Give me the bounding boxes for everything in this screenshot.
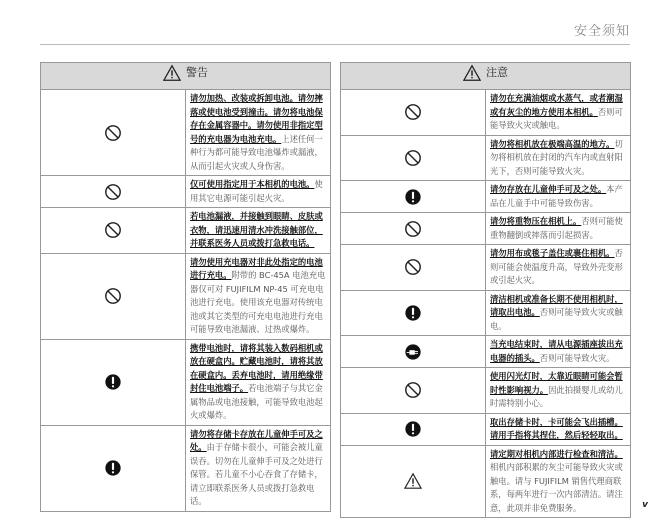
warning-icon-cell [41,425,186,511]
caution-icon-cell [341,413,486,445]
caution-body-text: 否则可能导致火灾或触电。 [490,106,623,130]
page-header-title: 安全须知 [573,24,630,39]
caution-text-cell [486,135,631,181]
caution-body-text: 因此拍摄婴儿或幼儿时需特别小心。 [490,384,623,408]
mandatory-action-icon [404,188,422,206]
warning-text-cell [186,425,331,511]
caution-header-label: 注意 [486,66,508,79]
caution-icon-cell [341,368,486,414]
caution-row [341,413,631,445]
warning-body-text: 使用其它电源可能引起火灾。 [190,179,323,203]
caution-row [341,368,631,414]
caution-text-cell [486,290,631,336]
caution-icon-cell [341,181,486,213]
prohibited-icon [404,381,422,399]
warning-text-cell [186,90,331,176]
warning-body-text: 附带的 BC-45A 电池充电器仅可对 FUJIFILM NP-45 可充电电池进行充电。使用该充电器对传统电池或其它类型的可充电电池进行充电可能导致电池漏液、过热或爆炸。 [190,270,326,334]
warning-row [41,253,331,339]
caution-emphasis-text: 请勿存放在儿童伸手可及之处。 [490,184,607,194]
caution-emphasis-text: 请勿将重物压在相机上。 [490,216,582,226]
caution-text-cell [486,336,631,368]
warning-row [41,90,331,176]
unplug-plug-icon [404,343,422,361]
caution-emphasis-text: 请勿将相机放在极端高温的地方。 [490,138,615,149]
warning-text-cell [186,253,331,339]
warning-emphasis-text: 携带电池时，请将其装入数码相机或放在硬盒内。贮藏电池时，请将其放在硬盒内。丢弃电池时，请用绝缘带封住电池端子。 [190,342,323,393]
warning-text-cell [186,208,331,254]
caution-row [341,213,631,245]
warning-emphasis-text: 若电池漏液，并接触到眼睛、皮肤或衣物，请迅速用清水冲洗接触部位，并联系医务人员或拨打急救电话。 [190,211,323,248]
caution-triangle-icon [404,472,422,490]
warning-table [40,62,331,512]
prohibited-icon [104,124,122,142]
mandatory-action-icon [104,459,122,477]
caution-icon-cell [341,135,486,181]
warning-icon-cell [41,253,186,339]
caution-text-cell [486,181,631,213]
caution-row [341,135,631,181]
caution-row [341,90,631,136]
caution-text-cell [486,245,631,291]
mandatory-action-icon [104,373,122,391]
prohibited-icon [404,149,422,167]
caution-text-cell [486,213,631,245]
warning-body-text: 上述任何一种行为都可能导致电池爆炸或漏液，从而引起火灾或人身伤害。 [190,133,323,171]
caution-row [341,245,631,291]
caution-table [340,62,631,518]
caution-emphasis-text: 取出存储卡时，卡可能会飞出插槽。请用手指将其捏住，然后轻轻取出。 [490,416,623,440]
caution-row [341,336,631,368]
caution-body-text: 相机内部积累的灰尘可能导致火灾或触电。请与 FUJIFILM 销售代理商联系，每两年进行一次内部清洁。请注意，此项并非免费服务。 [490,462,623,513]
prohibited-icon [404,103,422,121]
caution-icon-cell [341,213,486,245]
caution-icon-cell [341,445,486,518]
caution-triangle-icon [463,64,481,82]
warning-icon-cell [41,208,186,254]
caution-icon-cell [341,245,486,291]
caution-icon-cell [341,90,486,136]
caution-emphasis-text: 当充电结束时，请从电源插座拔出充电器的插头。 [490,339,623,363]
caution-emphasis-text: 清洁相机或准备长期不使用相机时，请取出电池。 [490,293,623,317]
caution-row [341,290,631,336]
mandatory-action-icon [404,420,422,438]
caution-body-text: 否则可能导致火灾或触电。 [490,307,623,331]
warning-row [41,208,331,254]
caution-emphasis-text: 请勿用布或毯子盖住或裹住相机。 [490,248,615,258]
warning-icon-cell [41,90,186,176]
caution-body-text: 切勿将相机放在封闭的汽车内或直射阳光下，否则可能导致火灾。 [490,138,623,176]
warning-body-text: 由于存储卡很小，可能会被儿童误吞。切勿在儿童伸手可及之处进行保管。若儿童不小心吞食了存储卡，请立即联系医务人员或拨打急救电话。 [190,442,323,506]
warning-row [41,425,331,511]
warning-body-text: 若电池端子与其它金属物品或电池接触，可能导致电池起火或爆炸。 [190,383,323,420]
prohibited-icon [104,287,122,305]
caution-body-text: 否则可能导致火灾。 [539,352,615,363]
caution-row [341,181,631,213]
caution-emphasis-text: 使用闪光灯时，太靠近眼睛可能会暂时性影响视力。 [490,371,623,395]
warning-text-cell [186,176,331,208]
caution-text-cell [486,413,631,445]
caution-body-text: 本产品在儿童手中可能导致伤害。 [490,184,623,208]
warning-icon-cell [41,176,186,208]
caution-text-cell [486,90,631,136]
prohibited-icon [104,221,122,239]
warning-emphasis-text: 仅可使用指定用于本相机的电池。 [190,179,315,189]
caution-emphasis-text: 请定期对相机内部进行检查和清洁。 [490,448,623,459]
warning-icon-cell [41,339,186,425]
prohibited-icon [404,258,422,276]
page-number: v [642,500,648,510]
caution-header [341,63,631,90]
warning-text-cell [186,339,331,425]
header-divider [40,44,630,45]
mandatory-action-icon [404,304,422,322]
caution-icon-cell [341,290,486,336]
prohibited-icon [104,183,122,201]
warning-row [41,176,331,208]
warning-triangle-icon [163,64,181,82]
caution-emphasis-text: 请勿在充满油烟或水蒸气，或者潮湿或有灰尘的地方使用本相机。 [490,93,623,117]
caution-text-cell [486,368,631,414]
warning-emphasis-text: 请勿使用充电器对非此处指定的电池进行充电。 [190,256,323,280]
warning-emphasis-text: 请勿加热、改装或拆卸电池。请勿摔落或使电池受到撞击。请勿将电池保存在金属容器中。请勿使用非指定型号的充电器为电池充电。 [190,93,323,144]
caution-icon-cell [341,336,486,368]
warning-header [41,63,331,90]
caution-text-cell [486,445,631,518]
caution-row [341,445,631,518]
warning-row [41,339,331,425]
warning-emphasis-text: 请勿将存储卡存放在儿童伸手可及之处。 [190,428,323,452]
prohibited-icon [404,220,422,238]
warning-header-label: 警告 [186,66,208,79]
caution-body-text: 否则可能会使温度升高，导致外壳变形或引起火灾。 [490,248,623,285]
caution-body-text: 否则可能使重物翻倒或摔落而引起损害。 [490,216,623,240]
